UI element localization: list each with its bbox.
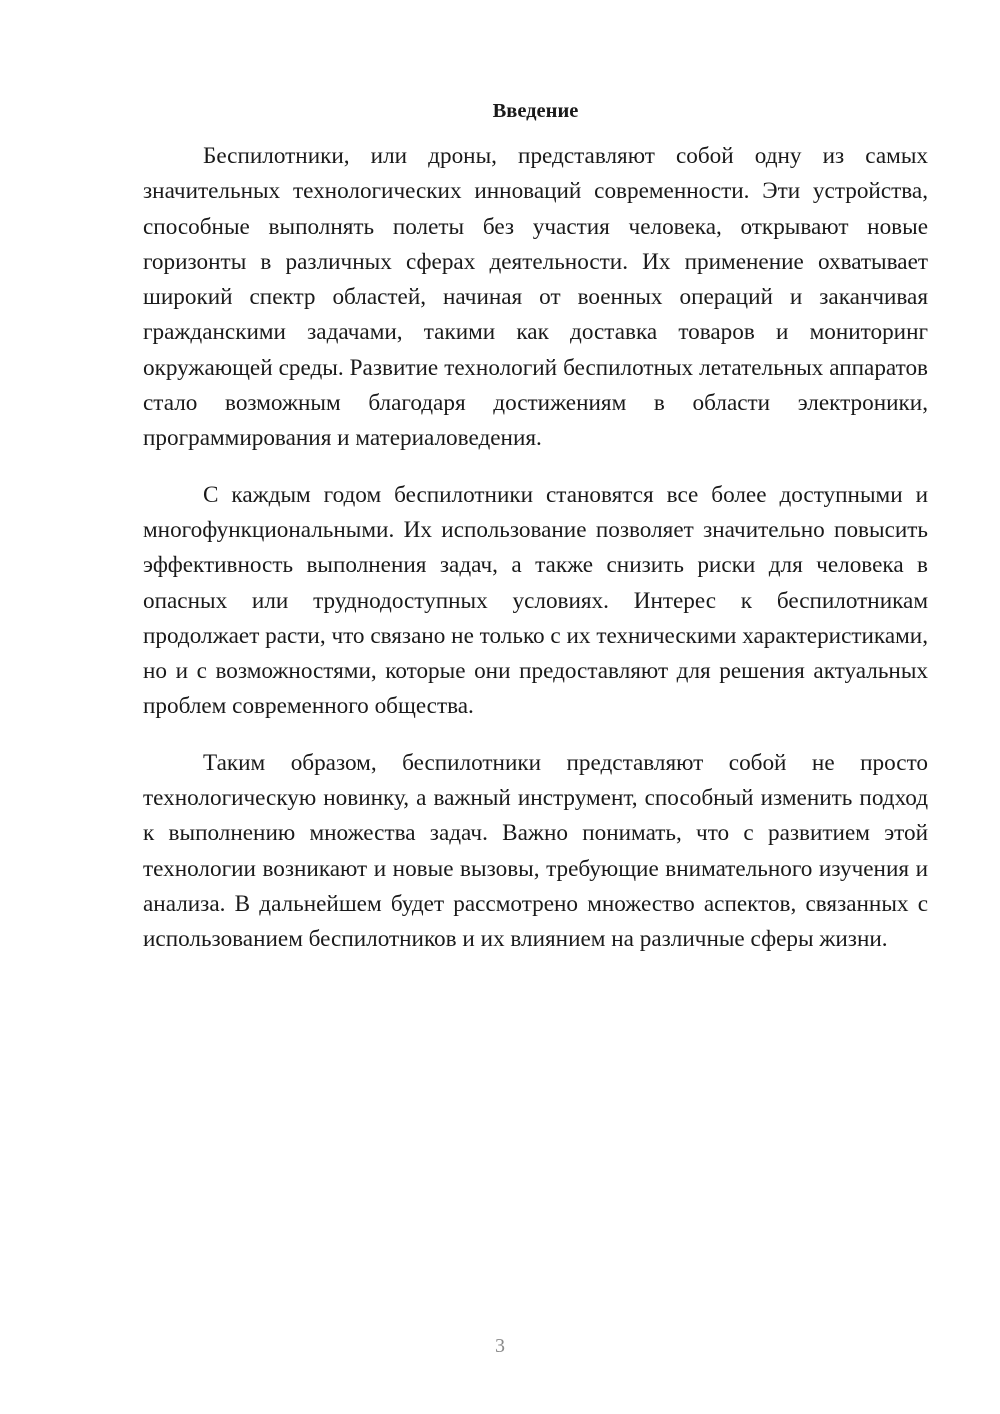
paragraph-2: С каждым годом беспилотники становятся все более доступными и многофункциональными. Их использование позволяет значительно повысить эффективность выполнения задач, а также снизить риски для человека в опасных или труднодоступных условиях. Интерес к беспилотникам продолжает расти, что связано не только с их техническими характеристиками, но и с возможностями, которые они предоставляют для решения актуальных проблем современного общества. [143,481,928,720]
paragraph-3: Таким образом, беспилотники представляют собой не просто технологическую новинку, а важный инструмент, способный изменить подход к выполнению множества задач. Важно понимать, что с развитием этой технологии возникают и новые вызовы, требующие внимательного изучения и анализа. В дальнейшем будет рассмотрено множество аспектов, связанных с использованием беспилотников и их влиянием на различные сферы жизни. [143,749,928,953]
page-number: 3 [495,1335,505,1357]
page-content [143,96,928,979]
section-heading: Введение [492,100,579,122]
paragraph-1: Беспилотники, или дроны, представляют собой одну из самых значительных технологических инноваций современности. Эти устройства, способные выполнять полеты без участия человека, открывают новые горизонты в различных сферах деятельности. Их применение охватывает широкий спектр областей, начиная от военных операций и заканчивая гражданскими задачами, такими как доставка товаров и мониторинг окружающей среды. Развитие технологий беспилотных летательных аппаратов стало возможным благодаря достижениям в области электроники, программирования и материаловедения. [143,143,928,452]
